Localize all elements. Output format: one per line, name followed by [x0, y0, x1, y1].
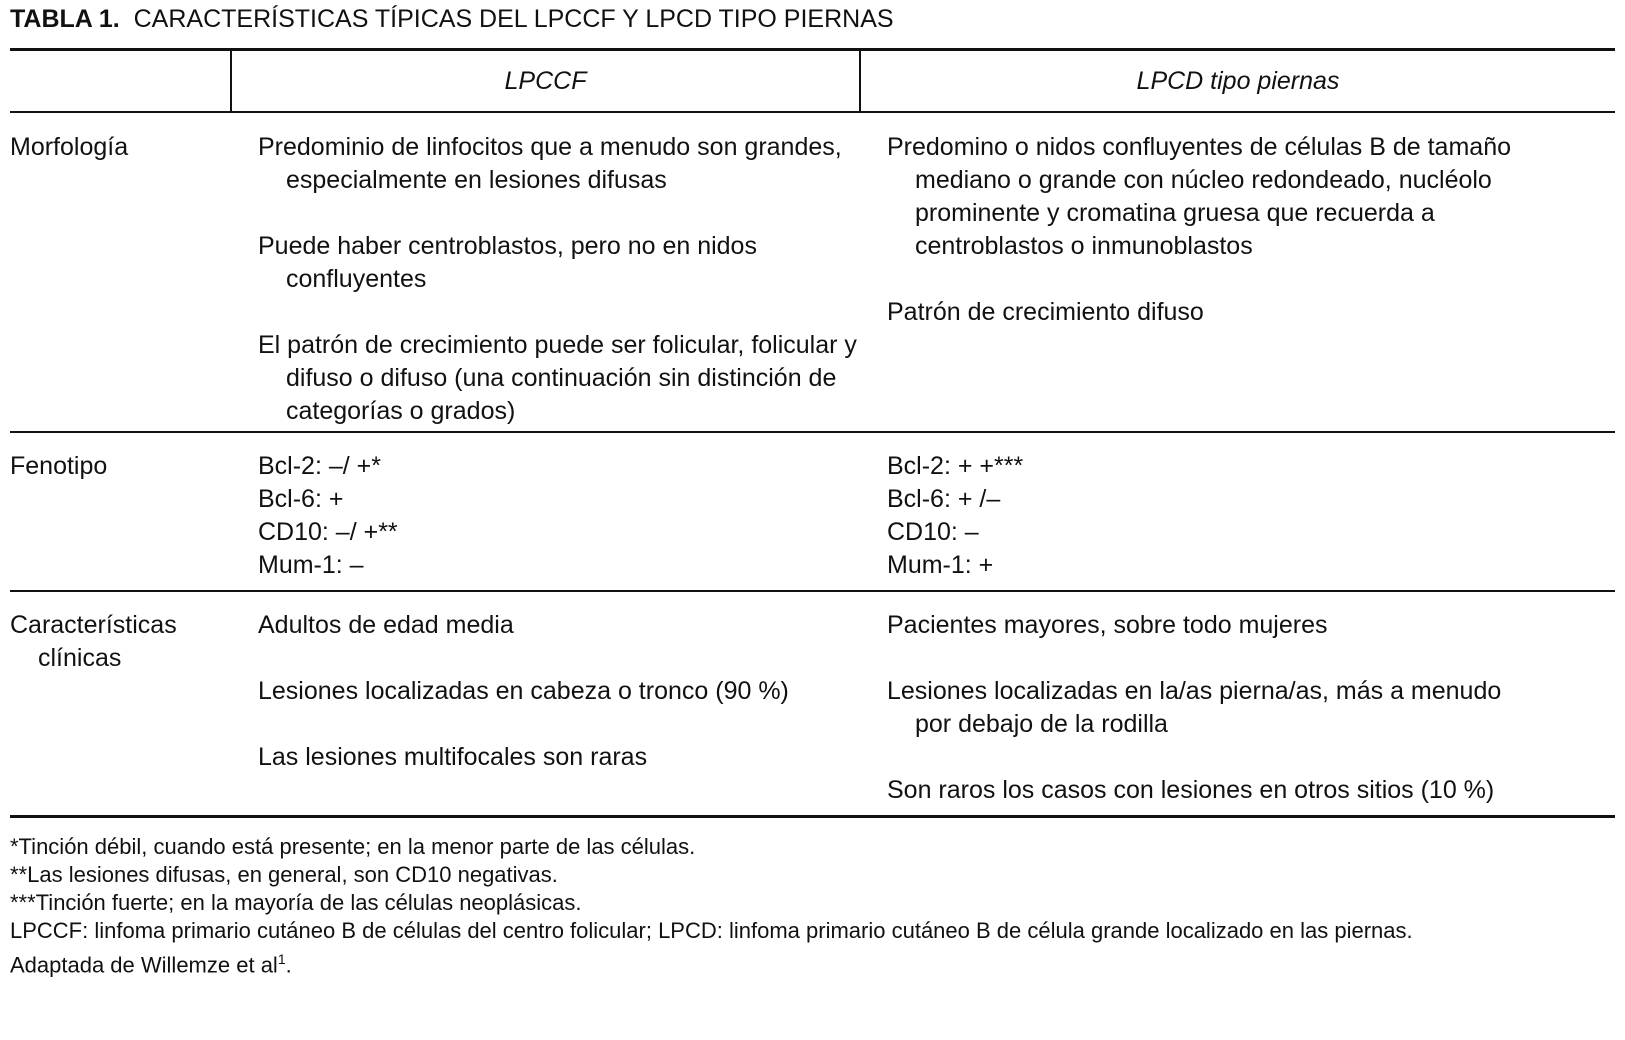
row-label-morfologia: Morfología	[10, 133, 129, 161]
clinicas-lpccf-item: Adultos de edad media	[258, 611, 514, 639]
morfologia-lpccf-item: Predominio de linfocitos que a menudo son grandes, especialmente en lesiones difusas	[258, 133, 842, 194]
footnotes	[10, 833, 1610, 979]
marker-line: Bcl-2: –/ +*	[258, 452, 381, 480]
column-header-lpcd: LPCD tipo piernas	[1136, 67, 1340, 95]
marker-line: Bcl-6: + /–	[887, 485, 1001, 513]
top-rule	[10, 48, 1615, 51]
morfologia-lpcd-item: Predomino o nidos confluyentes de células B de tamaño mediano o grande con núcleo redondeado, nucléolo prominente y cromatina gruesa que recuerda a centroblastos o inmunoblastos	[887, 133, 1511, 260]
footnote: LPCCF: linfoma primario cutáneo B de células del centro folicular; LPCD: linfoma primario cutáneo B de célula grande localizado en las piernas.	[10, 918, 1413, 943]
footnote: **Las lesiones difusas, en general, son CD10 negativas.	[10, 862, 558, 887]
morfologia-lpccf-item: El patrón de crecimiento puede ser folicular, folicular y difuso o difuso (una continuación sin distinción de categorías o grados)	[258, 331, 857, 425]
marker-line: Mum-1: –	[258, 551, 364, 579]
citation-end: .	[285, 952, 292, 978]
fenotipo-lpccf-cell	[258, 450, 858, 582]
marker-line: Bcl-2: + +***	[887, 452, 1024, 480]
clinicas-lpcd-item: Son raros los casos con lesiones en otros sitios (10 %)	[887, 776, 1495, 804]
table-title-text: CARACTERÍSTICAS TÍPICAS DEL LPCCF Y LPCD TIPO PIERNAS	[133, 5, 894, 33]
column-header-lpccf: LPCCF	[504, 67, 587, 95]
marker-line: CD10: –/ +**	[258, 518, 398, 546]
morfologia-lpccf-item: Puede haber centroblastos, pero no en nidos confluyentes	[258, 232, 757, 293]
row-label-line: Características	[10, 611, 177, 639]
citation-ref: 1	[277, 951, 286, 967]
citation-text: Adaptada de Willemze et al	[10, 952, 278, 978]
footnote-citation	[10, 945, 1610, 979]
header-rule	[10, 111, 1615, 113]
marker-line: Mum-1: +	[887, 551, 994, 579]
row-label-line: clínicas	[38, 644, 122, 672]
row-label-caracteristicas-clinicas	[10, 609, 177, 675]
footnote: ***Tinción fuerte; en la mayoría de las células neoplásicas.	[10, 890, 582, 915]
footnote: *Tinción débil, cuando está presente; en la menor parte de las células.	[10, 834, 696, 859]
table-title	[10, 5, 894, 34]
clinicas-lpcd-cell	[887, 609, 1587, 807]
bottom-rule	[10, 815, 1615, 818]
clinicas-lpccf-item: Lesiones localizadas en cabeza o tronco (90 %)	[258, 677, 789, 705]
fenotipo-lpcd-cell	[887, 450, 1527, 582]
row-label-fenotipo: Fenotipo	[10, 452, 108, 480]
table-number: TABLA 1.	[10, 5, 120, 33]
clinicas-lpcd-item: Lesiones localizadas en la/as pierna/as, más a menudo por debajo de la rodilla	[887, 677, 1502, 738]
clinicas-lpcd-item: Pacientes mayores, sobre todo mujeres	[887, 611, 1328, 639]
morfologia-lpccf-cell	[258, 131, 858, 428]
marker-line: Bcl-6: +	[258, 485, 344, 513]
clinicas-lpccf-cell	[258, 609, 858, 774]
row-rule-2	[10, 590, 1615, 592]
morfologia-lpcd-cell	[887, 131, 1527, 329]
marker-line: CD10: –	[887, 518, 979, 546]
clinicas-lpccf-item: Las lesiones multifocales son raras	[258, 743, 648, 771]
morfologia-lpcd-item: Patrón de crecimiento difuso	[887, 298, 1204, 326]
row-rule-1	[10, 431, 1615, 433]
